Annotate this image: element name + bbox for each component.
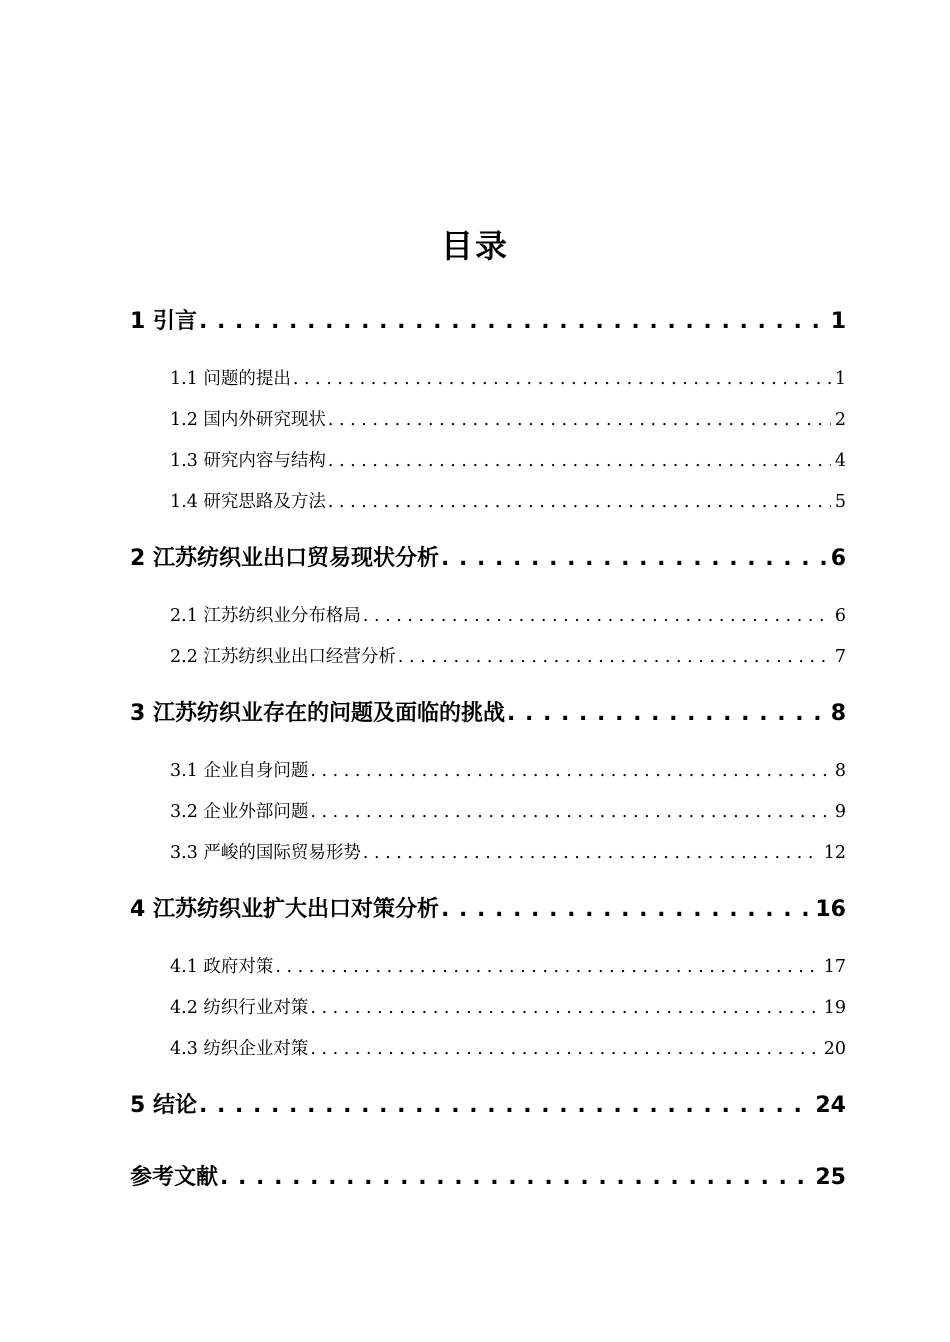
toc-entry-text: 1 引言: [130, 309, 197, 334]
toc-entry-text: 参考文献: [130, 1165, 219, 1190]
toc-page-number: 6: [834, 606, 846, 626]
dot-leader: [199, 305, 827, 339]
toc-page-number: 6: [830, 546, 846, 571]
toc-page-number: 24: [815, 1093, 846, 1118]
toc-entry-chapter-3[interactable]: [130, 697, 846, 731]
dot-leader: [363, 602, 831, 630]
toc-entry-text: 2.1 江苏纺织业分布格局: [170, 606, 361, 626]
toc-page-number: 20: [823, 1039, 846, 1059]
toc-page-number: 16: [815, 897, 846, 922]
toc-entry-text: 3.2 企业外部问题: [170, 802, 309, 822]
toc-page-number: 8: [830, 701, 846, 726]
toc-entry-text: 4.3 纺织企业对策: [170, 1039, 309, 1059]
toc-entry-section-3-1[interactable]: [170, 757, 846, 785]
toc-entry-chapter-5[interactable]: [130, 1089, 846, 1123]
toc-entry-text: 5 结论: [130, 1093, 197, 1118]
dot-leader: [328, 406, 831, 434]
toc-page-number: 19: [823, 998, 846, 1018]
toc-page-number: 25: [815, 1165, 846, 1190]
toc-entry-section-1-2[interactable]: [170, 406, 846, 434]
toc-page-number: 4: [834, 451, 846, 471]
dot-leader: [328, 488, 831, 516]
toc-entry-section-1-3[interactable]: [170, 447, 846, 475]
toc-page-number: 1: [834, 369, 846, 389]
toc-entry-text: 4.2 纺织行业对策: [170, 998, 309, 1018]
dot-leader: [507, 697, 827, 731]
toc-page-number: 9: [834, 802, 846, 822]
toc-entry-text: 1.3 研究内容与结构: [170, 451, 326, 471]
toc-entry-references[interactable]: [130, 1161, 846, 1195]
dot-leader: [310, 1035, 819, 1063]
toc-entry-text: 1.4 研究思路及方法: [170, 492, 326, 512]
dot-leader: [199, 1089, 811, 1123]
toc-entry-text: 1.2 国内外研究现状: [170, 410, 326, 430]
toc-entry-chapter-4[interactable]: [130, 893, 846, 927]
toc-page-number: 5: [834, 492, 846, 512]
toc-page-number: 17: [823, 957, 846, 977]
dot-leader: [363, 839, 820, 867]
dot-leader: [310, 994, 819, 1022]
dot-leader: [328, 447, 831, 475]
dot-leader: [441, 893, 811, 927]
toc-entry-section-4-1[interactable]: [170, 953, 846, 981]
toc-entry-chapter-1[interactable]: [130, 305, 846, 339]
toc-page-number: 8: [834, 761, 846, 781]
toc-entry-section-2-1[interactable]: [170, 602, 846, 630]
toc-entry-text: 4 江苏纺织业扩大出口对策分析: [130, 897, 439, 922]
toc-entry-section-3-3[interactable]: [170, 839, 846, 867]
dot-leader: [293, 365, 831, 393]
toc-page-number: 12: [823, 843, 846, 863]
dot-leader: [310, 757, 830, 785]
toc-entry-text: 3.3 严峻的国际贸易形势: [170, 843, 361, 863]
dot-leader: [441, 542, 827, 576]
toc-page-number: 2: [834, 410, 846, 430]
toc-entry-text: 4.1 政府对策: [170, 957, 274, 977]
toc-entry-text: 2.2 江苏纺织业出口经营分析: [170, 647, 396, 667]
dot-leader: [398, 643, 831, 671]
dot-leader: [220, 1161, 811, 1195]
toc-page-number: 7: [834, 647, 846, 667]
toc-entry-section-2-2[interactable]: [170, 643, 846, 671]
toc-entry-text: 1.1 问题的提出: [170, 369, 291, 389]
toc-page-number: 1: [830, 309, 846, 334]
toc-entry-section-4-3[interactable]: [170, 1035, 846, 1063]
dot-leader: [310, 798, 830, 826]
toc-entry-text: 2 江苏纺织业出口贸易现状分析: [130, 546, 439, 571]
toc-entry-section-3-2[interactable]: [170, 798, 846, 826]
toc-entry-section-4-2[interactable]: [170, 994, 846, 1022]
toc-entry-text: 3 江苏纺织业存在的问题及面临的挑战: [130, 701, 505, 726]
dot-leader: [275, 953, 819, 981]
toc-title: 目录: [440, 227, 509, 265]
toc-entry-section-1-4[interactable]: [170, 488, 846, 516]
toc-entry-text: 3.1 企业自身问题: [170, 761, 309, 781]
toc-entry-section-1-1[interactable]: [170, 365, 846, 393]
toc-entry-chapter-2[interactable]: [130, 542, 846, 576]
